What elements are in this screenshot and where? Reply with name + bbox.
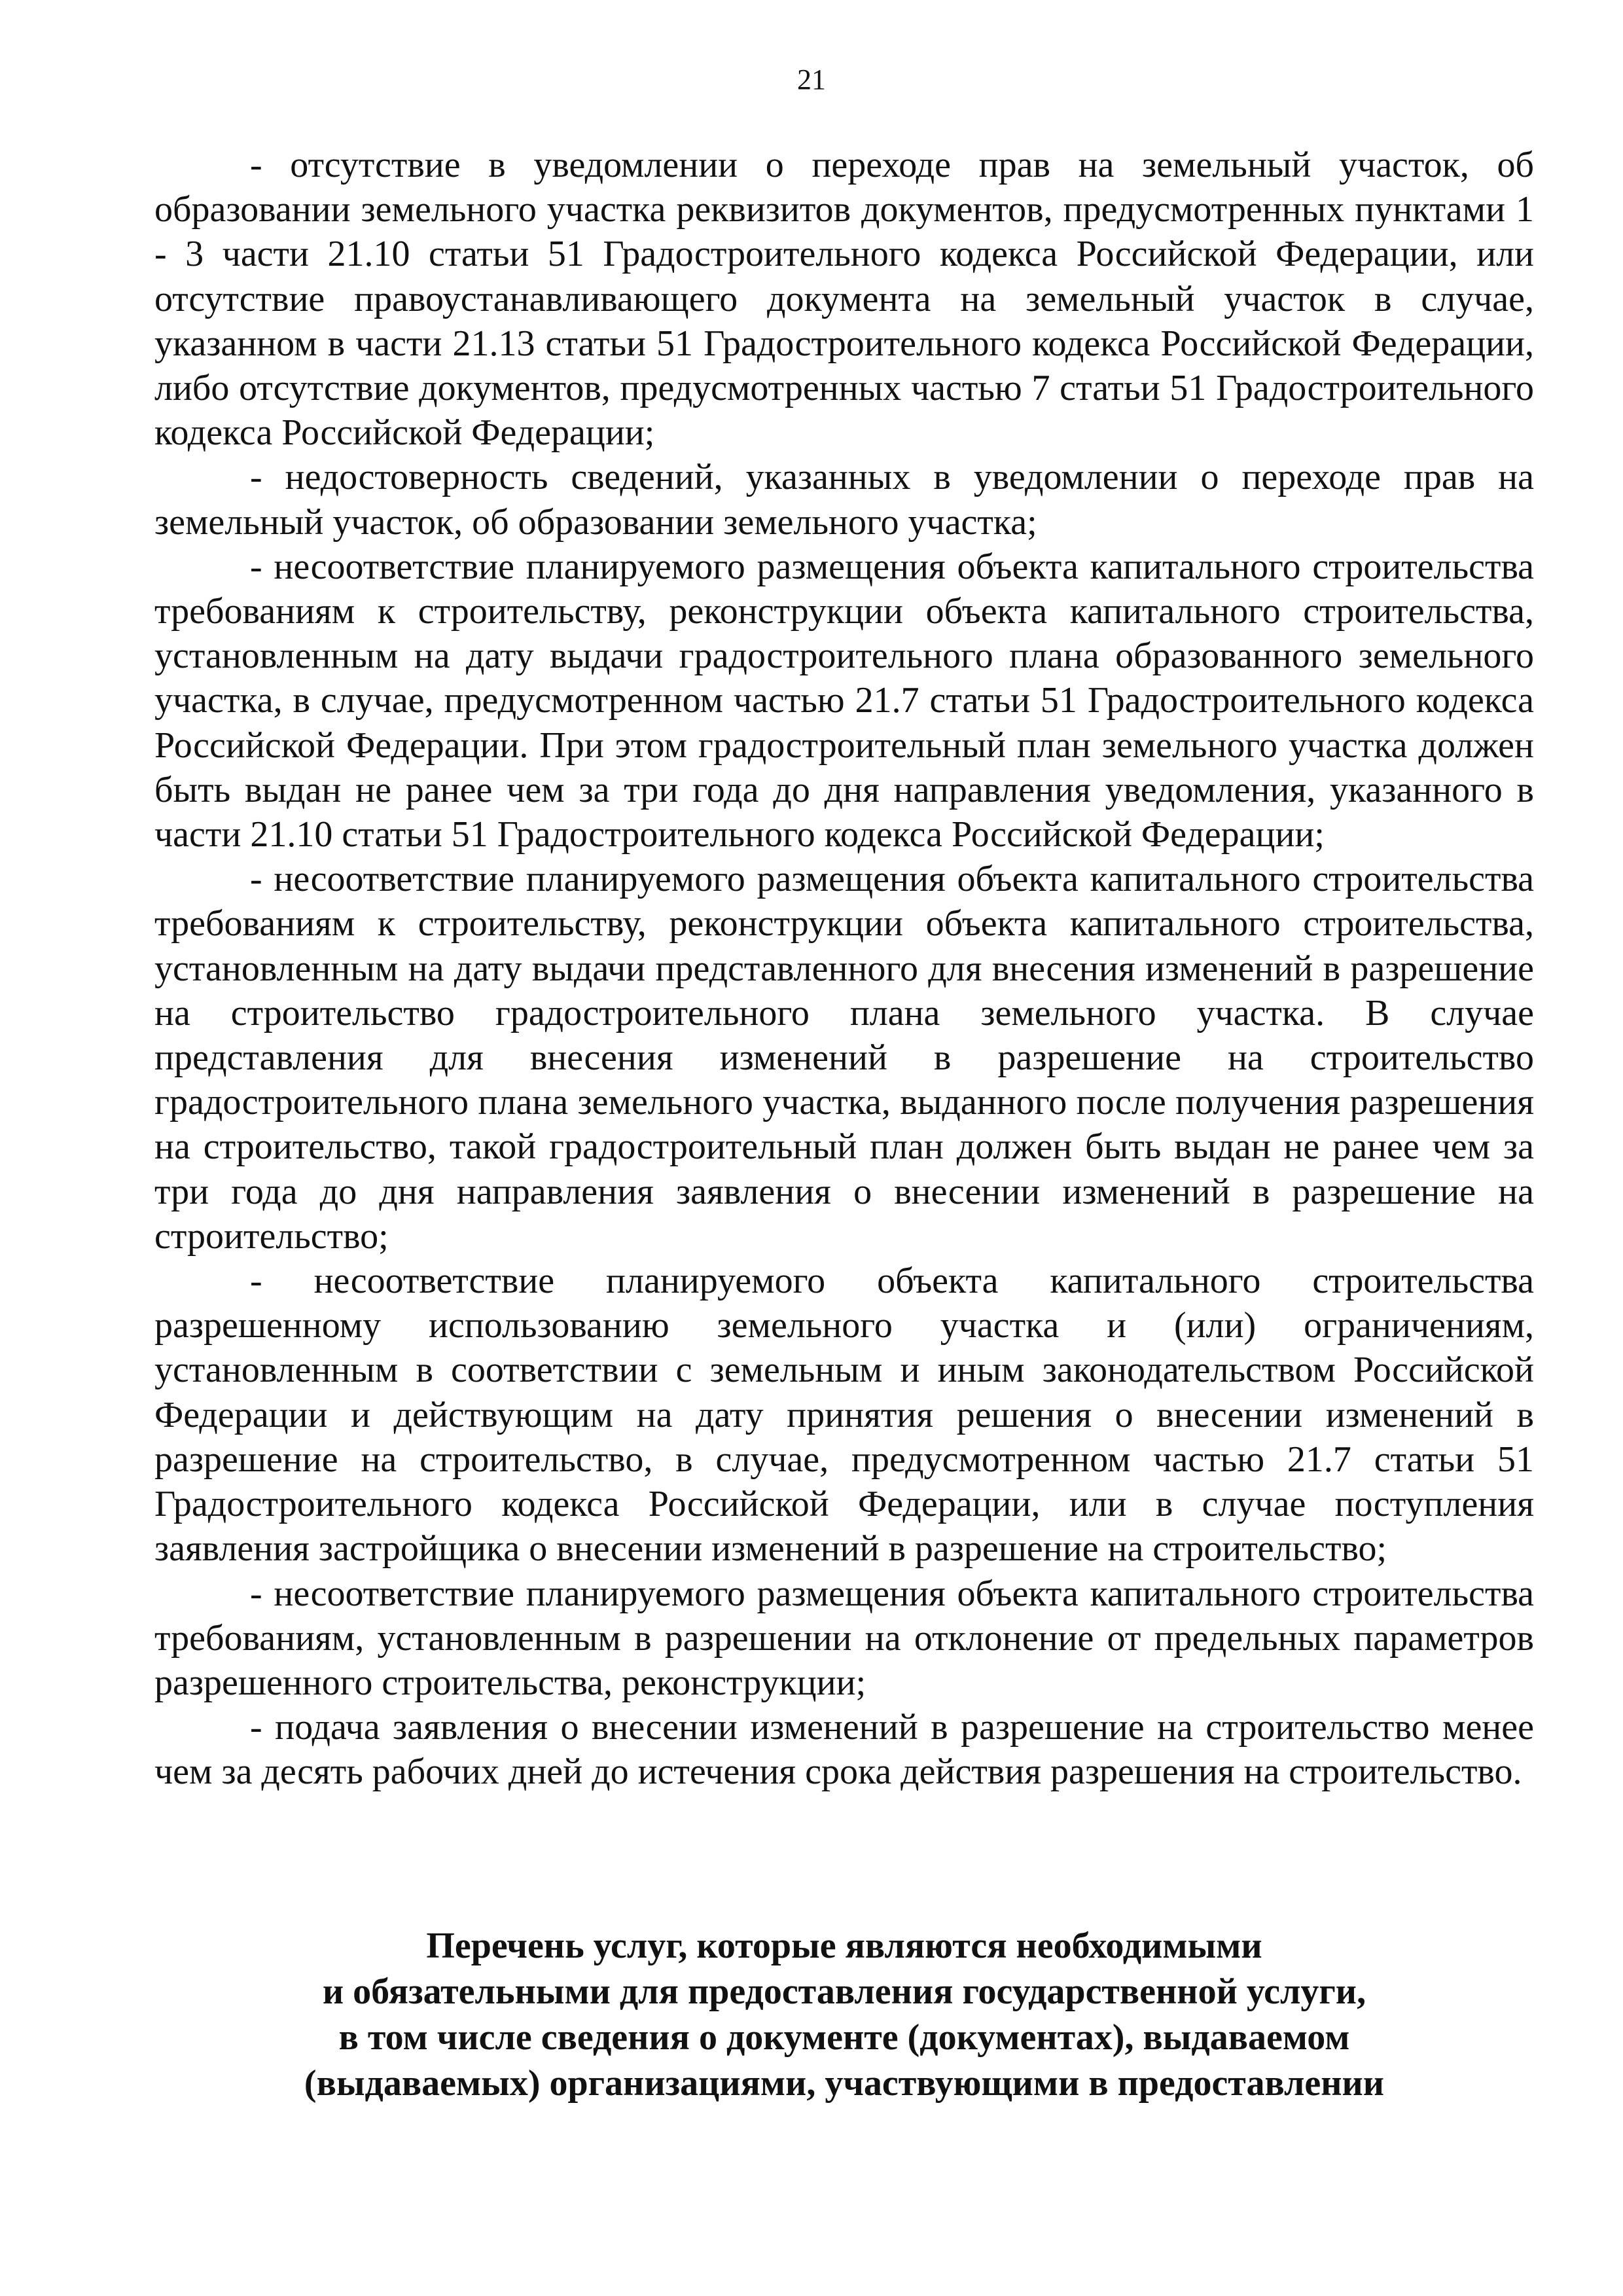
paragraph: - несоответствие планируемого размещения объекта капитального строительства требованиям к строительству, реконструкции объекта капитального строительства, установленным на дату выдачи представленного для внесения изменений в разрешение на строительство градостроительного плана земельного участка. В случае представления для внесения изменений в разрешение на строительство градостроительного плана земельного участка, выданного после получения разрешения на строительство, такой градостроительный план должен быть выдан не ранее чем за три года до дня направления заявления о внесении изменений в разрешение на строительство; bbox=[154, 859, 1534, 1257]
paragraph: - подача заявления о внесении изменений в разрешение на строительство менее чем за десять рабочих дней до истечения срока действия разрешения на строительство. bbox=[154, 1707, 1534, 1793]
section-heading-line: и обязательными для предоставления государственной услуги, bbox=[322, 1971, 1366, 2012]
paragraph: - отсутствие в уведомлении о переходе прав на земельный участок, об образовании земельного участка реквизитов документов, предусмотренных пунктами 1 - 3 части 21.10 статьи 51 Градостроительного кодекса Российской Федерации, или отсутствие правоустанавливающего документа на земельный участок в случае, указанном в части 21.13 статьи 51 Градостроительного кодекса Российской Федерации, либо отсутствие документов, предусмотренных частью 7 статьи 51 Градостроительного кодекса Российской Федерации; bbox=[154, 145, 1534, 454]
section-heading-line: в том числе сведения о документе (документах), выдаваемом bbox=[338, 2017, 1350, 2058]
paragraph: - несоответствие планируемого объекта капитального строительства разрешенному использованию земельного участка и (или) ограничениям, установленным в соответствии с земельным и иным законодательством Российской Федерации и действующим на дату принятия решения о внесении изменений в разрешение на строительство, в случае, предусмотренном частью 21.7 статьи 51 Градостроительного кодекса Российской Федерации, или в случае поступления заявления застройщика о внесении изменений в разрешение на строительство; bbox=[154, 1261, 1534, 1570]
paragraph: - несоответствие планируемого размещения объекта капитального строительства требованиям, установленным в разрешении на отклонение от предельных параметров разрешенного строительства, реконструкции; bbox=[154, 1573, 1534, 1703]
page-number: 21 bbox=[797, 63, 826, 96]
section-heading-line: (выдаваемых) организациями, участвующими в предоставлении bbox=[304, 2063, 1385, 2104]
section-heading-line: Перечень услуг, которые являются необходимыми bbox=[426, 1926, 1262, 1966]
section-heading bbox=[154, 1923, 1534, 2106]
paragraph: - недостоверность сведений, указанных в уведомлении о переходе прав на земельный участок, об образовании земельного участка; bbox=[154, 457, 1534, 543]
paragraph: - несоответствие планируемого размещения объекта капитального строительства требованиям к строительству, реконструкции объекта капитального строительства, установленным на дату выдачи градостроительного плана образованного земельного участка, в случае, предусмотренном частью 21.7 статьи 51 Градостроительного кодекса Российской Федерации. При этом градостроительный план земельного участка должен быть выдан не ранее чем за три года до дня направления уведомления, указанного в части 21.10 статьи 51 Градостроительного кодекса Российской Федерации; bbox=[154, 546, 1534, 855]
document-body bbox=[154, 143, 1534, 1795]
